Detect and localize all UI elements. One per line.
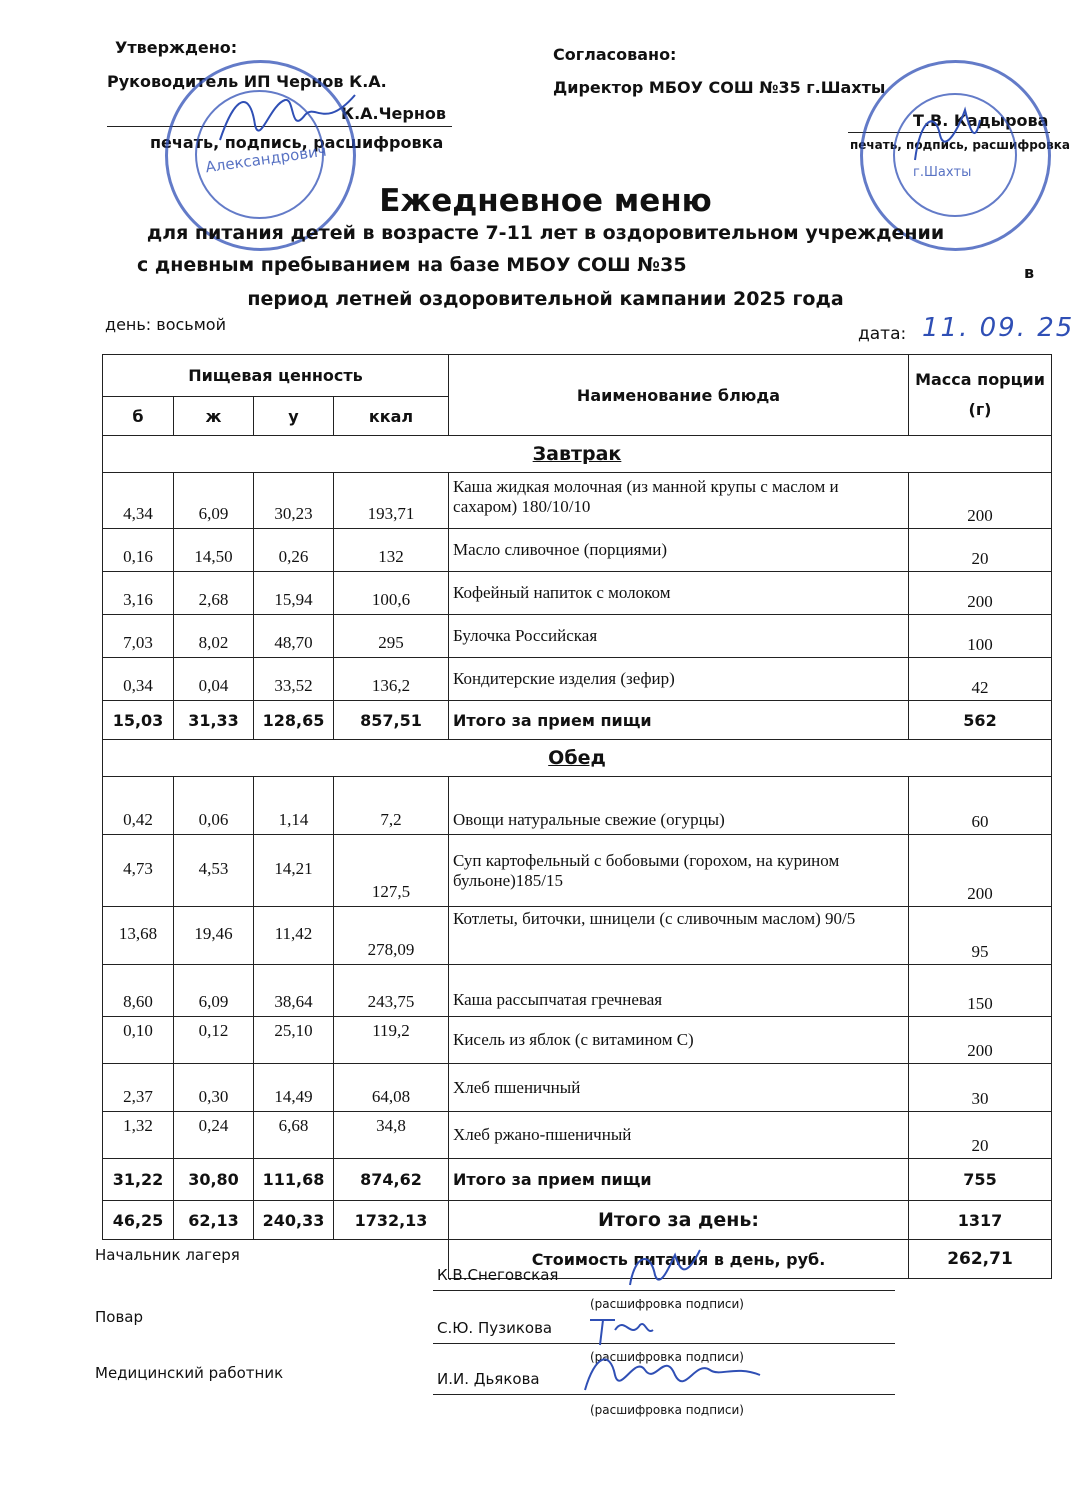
cell-u: 15,94 [254, 572, 334, 615]
cell-b: 0,16 [103, 529, 174, 572]
cell-dish: Каша рассыпчатая гречневая [449, 965, 909, 1017]
table-row [103, 1064, 1052, 1112]
total-label: Итого за прием пищи [449, 1159, 909, 1201]
table-row [103, 529, 1052, 572]
cell-u: 25,10 [254, 1017, 334, 1064]
total-mass: 755 [909, 1159, 1052, 1201]
cell-u: 14,49 [254, 1064, 334, 1112]
cell-u: 48,70 [254, 615, 334, 658]
footer-note-head: (расшифровка подписи) [590, 1297, 744, 1311]
cell-zh: 4,53 [174, 835, 254, 907]
header-col-b: б [103, 397, 174, 436]
day-label: день: восьмой [105, 315, 226, 334]
cell-mass: 20 [909, 1112, 1052, 1159]
cell-kcal: 295 [334, 615, 449, 658]
cell-mass: 200 [909, 1017, 1052, 1064]
cell-zh: 19,46 [174, 907, 254, 965]
approve-name: К.А.Чернов [341, 104, 447, 123]
cell-kcal: 136,2 [334, 658, 449, 701]
cell-u: 30,23 [254, 473, 334, 529]
approve-role: Руководитель ИП Чернов К.А. [107, 72, 387, 91]
table-row [103, 572, 1052, 615]
date-value: 11. 09. 25 [922, 313, 1075, 343]
day-total-mass: 1317 [909, 1201, 1052, 1240]
cell-dish: Масло сливочное (порциями) [449, 529, 909, 572]
footer-note-cook: (расшифровка подписи) [590, 1350, 744, 1364]
agree-name: Т.В. Кадырова [913, 111, 1049, 130]
cell-zh: 0,12 [174, 1017, 254, 1064]
cost-value: 262,71 [909, 1240, 1052, 1279]
table-row [103, 473, 1052, 529]
total-kcal: 874,62 [334, 1159, 449, 1201]
cell-zh: 14,50 [174, 529, 254, 572]
total-label: Итого за прием пищи [449, 701, 909, 740]
total-b: 31,22 [103, 1159, 174, 1201]
section-lunch: Обед [103, 740, 1052, 777]
table-row [103, 1112, 1052, 1159]
cell-b: 4,34 [103, 473, 174, 529]
table-row [103, 658, 1052, 701]
cell-u: 0,26 [254, 529, 334, 572]
cell-mass: 42 [909, 658, 1052, 701]
cell-zh: 2,68 [174, 572, 254, 615]
cell-zh: 6,09 [174, 473, 254, 529]
footer-signature-cook [585, 1310, 655, 1350]
table-row [103, 1017, 1052, 1064]
table-row [103, 907, 1052, 965]
day-total-zh: 62,13 [174, 1201, 254, 1240]
total-zh: 30,80 [174, 1159, 254, 1201]
footer-role-medic: Медицинский работник [95, 1364, 284, 1382]
cell-mass: 200 [909, 473, 1052, 529]
stamp-left-text: Александрович [204, 141, 328, 177]
cell-b: 0,10 [103, 1017, 174, 1064]
cell-u: 14,21 [254, 835, 334, 907]
total-zh: 31,33 [174, 701, 254, 740]
cell-b: 3,16 [103, 572, 174, 615]
cell-u: 1,14 [254, 777, 334, 835]
header-col-kcal: ккал [334, 397, 449, 436]
stamp-right-text: г.Шахты [913, 165, 972, 180]
cell-kcal: 132 [334, 529, 449, 572]
cell-dish: Хлеб ржано-пшеничный [449, 1112, 909, 1159]
cell-mass: 200 [909, 572, 1052, 615]
page-title: Ежедневное меню [379, 183, 712, 219]
agree-label: Согласовано: [553, 45, 677, 64]
table-row-total [103, 1159, 1052, 1201]
total-kcal: 857,51 [334, 701, 449, 740]
approve-sign-note: печать, подпись, расшифровка [150, 133, 444, 152]
header-dish: Наименование блюда [449, 355, 909, 436]
day-total-label: Итого за день: [449, 1201, 909, 1240]
total-u: 128,65 [254, 701, 334, 740]
cell-mass: 20 [909, 529, 1052, 572]
date-label: дата: [858, 324, 907, 344]
cell-dish: Кофейный напиток с молоком [449, 572, 909, 615]
subtitle-line2-tail: в [1024, 263, 1035, 282]
footer-name-head: К.В.Снеговская [437, 1266, 559, 1284]
cell-dish: Кондитерские изделия (зефир) [449, 658, 909, 701]
cell-dish: Овощи натуральные свежие (огурцы) [449, 777, 909, 835]
footer-signature-head [625, 1245, 705, 1295]
cell-u: 38,64 [254, 965, 334, 1017]
header-mass: Масса порции (г) [909, 355, 1052, 436]
cell-kcal: 7,2 [334, 777, 449, 835]
cell-zh: 8,02 [174, 615, 254, 658]
subtitle-line1: для питания детей в возрасте 7-11 лет в оздоровительном учреждении [146, 222, 945, 244]
cell-b: 7,03 [103, 615, 174, 658]
cell-kcal: 278,09 [334, 907, 449, 965]
cell-b: 0,34 [103, 658, 174, 701]
cell-kcal: 243,75 [334, 965, 449, 1017]
cell-b: 2,37 [103, 1064, 174, 1112]
cell-dish: Суп картофельный с бобовыми (горохом, на курином бульоне)185/15 [449, 835, 909, 907]
agree-role: Директор МБОУ СОШ №35 г.Шахты [553, 78, 886, 97]
table-row-day-total [103, 1201, 1052, 1240]
approve-label: Утверждено: [115, 38, 238, 57]
cell-u: 6,68 [254, 1112, 334, 1159]
table-row-total [103, 701, 1052, 740]
cell-b: 13,68 [103, 907, 174, 965]
section-breakfast: Завтрак [103, 436, 1052, 473]
total-u: 111,68 [254, 1159, 334, 1201]
cell-zh: 0,30 [174, 1064, 254, 1112]
cell-mass: 200 [909, 835, 1052, 907]
cell-mass: 100 [909, 615, 1052, 658]
header-col-zh: ж [174, 397, 254, 436]
footer-note-medic: (расшифровка подписи) [590, 1403, 744, 1417]
cell-kcal: 119,2 [334, 1017, 449, 1064]
cell-b: 8,60 [103, 965, 174, 1017]
cell-u: 11,42 [254, 907, 334, 965]
subtitle-line2: с дневным пребыванием на базе МБОУ СОШ №35 [137, 254, 687, 276]
table-row [103, 777, 1052, 835]
cell-dish: Хлеб пшеничный [449, 1064, 909, 1112]
footer-name-medic: И.И. Дьякова [437, 1370, 540, 1388]
day-total-u: 240,33 [254, 1201, 334, 1240]
footer-line-cook [433, 1343, 895, 1344]
subtitle-line3: период летней оздоровительной кампании 2025 года [247, 288, 844, 310]
cell-zh: 0,24 [174, 1112, 254, 1159]
cell-b: 1,32 [103, 1112, 174, 1159]
table-row [103, 835, 1052, 907]
header-nutrition: Пищевая ценность [103, 355, 449, 397]
cell-zh: 6,09 [174, 965, 254, 1017]
table-row-cost [103, 1240, 1052, 1279]
footer-name-cook: С.Ю. Пузикова [437, 1319, 553, 1337]
agree-signature [905, 100, 985, 170]
cost-label: Стоимость питания в день, руб. [449, 1240, 909, 1279]
agree-sign-note: печать, подпись, расшифровка [850, 138, 1070, 152]
approve-signature [215, 85, 365, 155]
footer-signature-medic [575, 1345, 765, 1400]
header-col-u: у [254, 397, 334, 436]
footer-role-head: Начальник лагеря [95, 1246, 240, 1264]
cell-zh: 0,04 [174, 658, 254, 701]
cell-mass: 30 [909, 1064, 1052, 1112]
cell-zh: 0,06 [174, 777, 254, 835]
total-b: 15,03 [103, 701, 174, 740]
cell-kcal: 100,6 [334, 572, 449, 615]
cell-u: 33,52 [254, 658, 334, 701]
menu-table [102, 354, 1052, 1279]
cell-kcal: 127,5 [334, 835, 449, 907]
cell-b: 4,73 [103, 835, 174, 907]
cell-dish: Кисель из яблок (с витамином С) [449, 1017, 909, 1064]
cell-kcal: 193,71 [334, 473, 449, 529]
cell-dish: Котлеты, биточки, шницели (с сливочным маслом) 90/5 [449, 907, 909, 965]
cell-dish: Булочка Российская [449, 615, 909, 658]
table-row [103, 615, 1052, 658]
table-row [103, 965, 1052, 1017]
day-total-b: 46,25 [103, 1201, 174, 1240]
cell-mass: 60 [909, 777, 1052, 835]
cell-dish: Каша жидкая молочная (из манной крупы с маслом и сахаром) 180/10/10 [449, 473, 909, 529]
cell-b: 0,42 [103, 777, 174, 835]
total-mass: 562 [909, 701, 1052, 740]
cell-mass: 95 [909, 907, 1052, 965]
cell-mass: 150 [909, 965, 1052, 1017]
cell-kcal: 64,08 [334, 1064, 449, 1112]
day-total-kcal: 1732,13 [334, 1201, 449, 1240]
footer-role-cook: Повар [95, 1308, 144, 1326]
cell-kcal: 34,8 [334, 1112, 449, 1159]
